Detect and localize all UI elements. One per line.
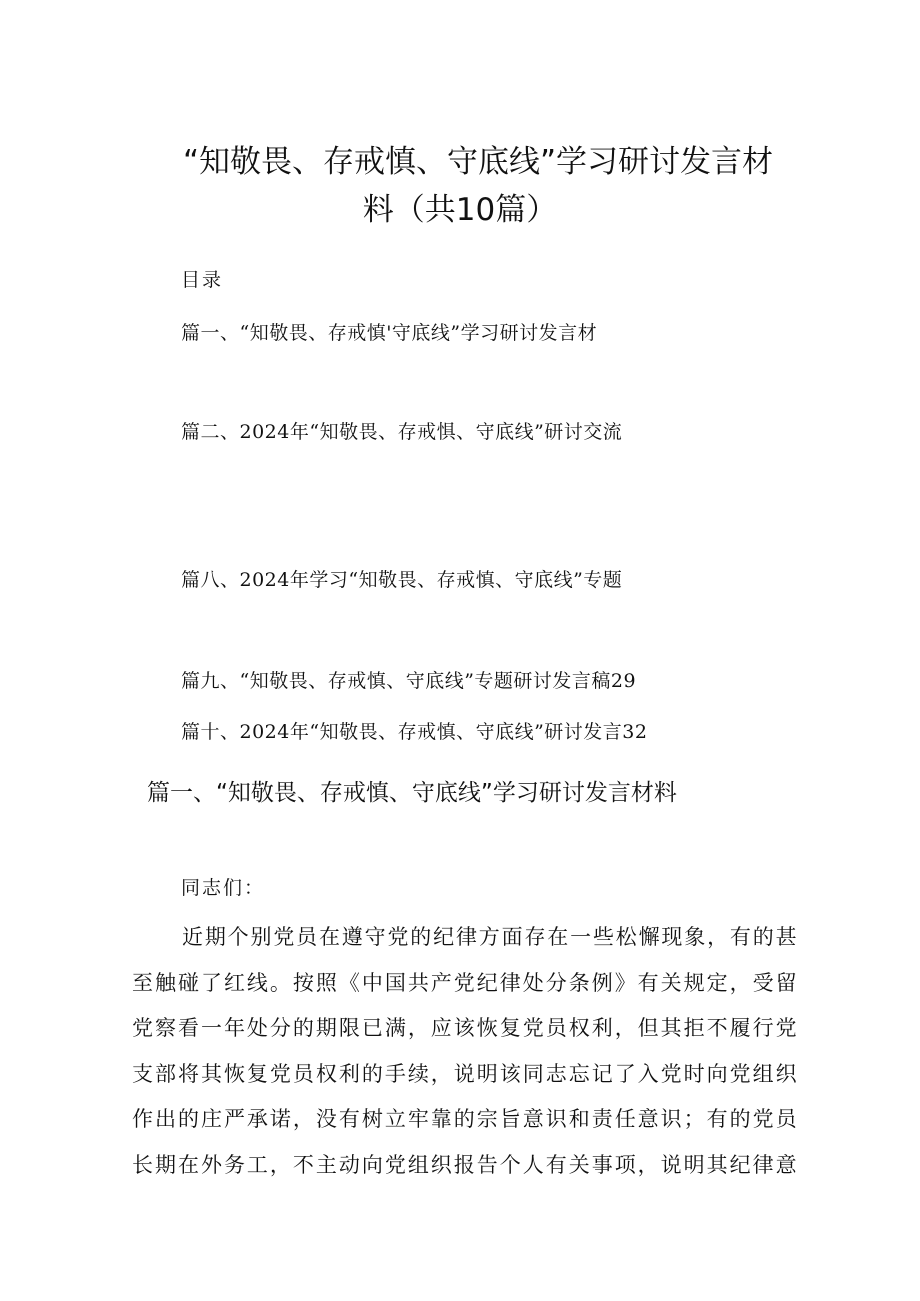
toc-item-1[interactable]: 篇一、“知敬畏、存戒慎'守底线”学习研讨发言材 <box>181 322 598 344</box>
body-line: 近期个别党员在遵守党的纪律方面存在一些松懈现象，有的甚 <box>182 925 797 949</box>
section-heading: 篇一、“知敬畏、存戒慎、守底线”学习研讨发言材料 <box>147 780 677 806</box>
toc-item-2[interactable]: 篇二、2024年“知敬畏、存戒惧、守底线”研讨交流 <box>181 421 623 443</box>
body-line: 支部将其恢复党员权利的手续，说明该同志忘记了入党时向党组织 <box>132 1061 797 1086</box>
body-line: 长期在外务工，不主动向党组织报告个人有关事项，说明其纪律意 <box>132 1152 797 1177</box>
toc-item-8[interactable]: 篇八、2024年学习“知敬畏、存戒慎、守底线”专题 <box>181 569 623 591</box>
body-line: 作出的庄严承诺，没有树立牢靠的宗旨意识和责任意识；有的党员 <box>132 1107 797 1132</box>
body-paragraph <box>132 915 797 1189</box>
document-title-line-2: 料（共10篇） <box>362 192 558 228</box>
body-line: 党察看一年处分的期限已满，应该恢复党员权利，但其拒不履行党 <box>132 1016 797 1041</box>
toc-label: 目录 <box>181 269 224 291</box>
toc-item-9[interactable]: 篇九、“知敬畏、存戒慎、守底线”专题研讨发言稿29 <box>181 670 637 692</box>
salutation: 同志们： <box>181 877 266 899</box>
body-line: 至触碰了红线。按照《中国共产党纪律处分条例》有关规定，受留 <box>132 970 797 995</box>
document-title-line-1: “知敬畏、存戒慎、守底线”学习研讨发言材 <box>182 144 774 180</box>
toc-item-10[interactable]: 篇十、2024年“知敬畏、存戒慎、守底线”研讨发言32 <box>181 721 648 743</box>
